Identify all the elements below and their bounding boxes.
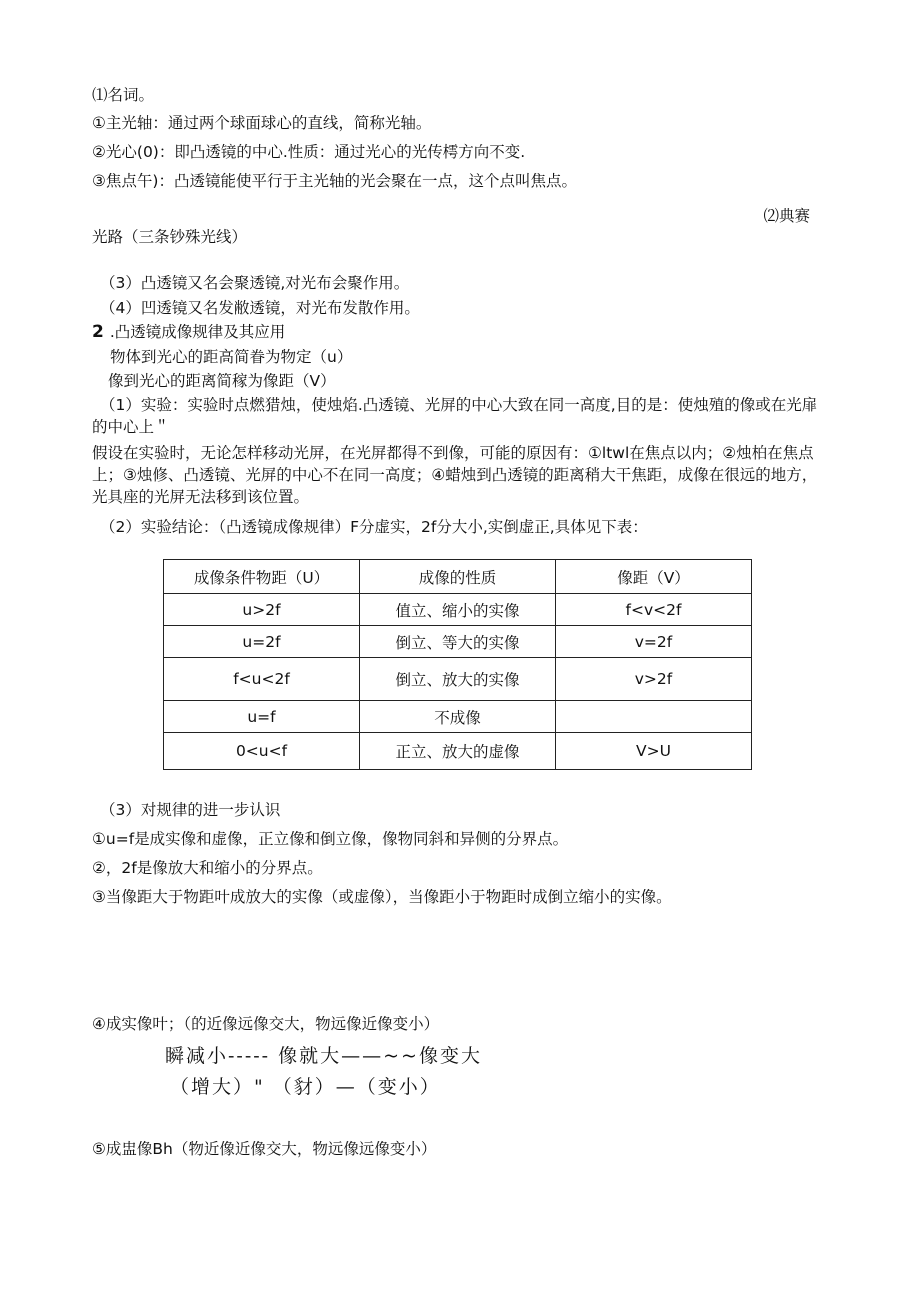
virtual-image-rule: ⑤成盅像Bh（物近像近像交大，物远像远像变小） [92, 1140, 437, 1158]
typical-rays-continuation: 光路（三条钞殊光线） [92, 228, 248, 246]
header-image-distance: 像距（V） [556, 560, 752, 594]
term-optical-center: ②光心(0)：即凸透镜的中心.性质：通过光心的光传樗方向不变. [92, 143, 526, 161]
term-focal-point: ③焦点午)：凸透镜能使平行于主光轴的光会聚在一点，这个点叫焦点。 [92, 172, 577, 190]
typical-rays-label: ⑵典赛 [763, 207, 810, 225]
convex-lens-note: （3）凸透镜又名会聚透镜,对光布会聚作用。 [100, 274, 410, 292]
cell-condition: u=2f [164, 626, 360, 658]
cell-image-distance: v>2f [556, 658, 752, 701]
experiment-paragraph: （1）实验：实验时点燃猎烛，使烛焰.凸透镜、光屏的中心大致在同一高度,目的是：使烛殖的像或在光扉的中心上＂ [92, 396, 818, 436]
object-distance-def: 物体到光心的距高简眷为物定（u） [110, 348, 353, 366]
cell-condition: u=f [164, 701, 360, 733]
table-row [164, 626, 752, 658]
further-item-1: ①u=f是成实像和虚像，正立像和倒立像，像物同斜和异侧的分界点。 [92, 830, 569, 848]
concave-lens-note: （4）凹透镜又名发敝透镜，对光布发散作用。 [100, 299, 420, 317]
cell-nature: 值立、缩小的实像 [360, 594, 556, 626]
cell-image-distance: f<v<2f [556, 594, 752, 626]
conclusion-line: （2）实验结论：（凸透镜成像规律）F分虚实，2f分大小,实倒虚正,具体见下表： [100, 518, 648, 536]
cell-condition: u>2f [164, 594, 360, 626]
cell-nature: 倒立、等大的实像 [360, 626, 556, 658]
imaging-rules-table [163, 559, 752, 770]
section2-number: 2 [92, 322, 104, 342]
cell-condition: 0<u<f [164, 733, 360, 770]
table-header-row [164, 560, 752, 594]
table-row [164, 733, 752, 770]
section2-heading [92, 321, 285, 343]
real-image-mnemonic-line1: 瞬减小----- 像就大——~~像变大 [165, 1045, 482, 1067]
terms-heading: ⑴名词。 [92, 86, 155, 104]
image-distance-def: 像到光心的距离简稼为像距（V） [108, 372, 336, 390]
further-item-2: ②，2f是像放大和缩小的分界点。 [92, 859, 323, 877]
table-row [164, 701, 752, 733]
header-object-distance: 成像条件物距（U） [164, 560, 360, 594]
further-item-3: ③当像距大于物距叶成放大的实像（或虚像），当像距小于物距时成倒立缩小的实像。 [92, 888, 672, 906]
further-heading: （3）对规律的进一步认识 [100, 801, 281, 819]
real-image-mnemonic-line2: （增大）" （豺）—（变小） [170, 1076, 441, 1098]
table-row [164, 658, 752, 701]
header-image-nature: 成像的性质 [360, 560, 556, 594]
section2-title: .凸透镜成像规律及其应用 [109, 323, 286, 341]
cell-image-distance: V>U [556, 733, 752, 770]
cell-image-distance: v=2f [556, 626, 752, 658]
term-principal-axis: ①主光轴：通过两个球面球心的直线，简称光轴。 [92, 114, 432, 132]
real-image-rule: ④成实像叶；（的近像远像交大，物远像近像变小） [92, 1015, 440, 1033]
cell-nature: 倒立、放大的实像 [360, 658, 556, 701]
cell-image-distance [556, 701, 752, 733]
cell-condition: f<u<2f [164, 658, 360, 701]
table-row [164, 594, 752, 626]
cell-nature: 不成像 [360, 701, 556, 733]
cell-nature: 正立、放大的虚像 [360, 733, 556, 770]
hypothesis-paragraph: 假设在实验时，无论怎样移动光屏，在光屏都得不到像，可能的原因有：①ltwl在焦点以内；②烛柏在焦点上；③烛修、凸透镜、光屏的中心不在同一高度；④蜡烛到凸透镜的距离稍大干焦距，成像在很远的地方，光具座的光屏无法移到该位置。 [92, 444, 818, 506]
